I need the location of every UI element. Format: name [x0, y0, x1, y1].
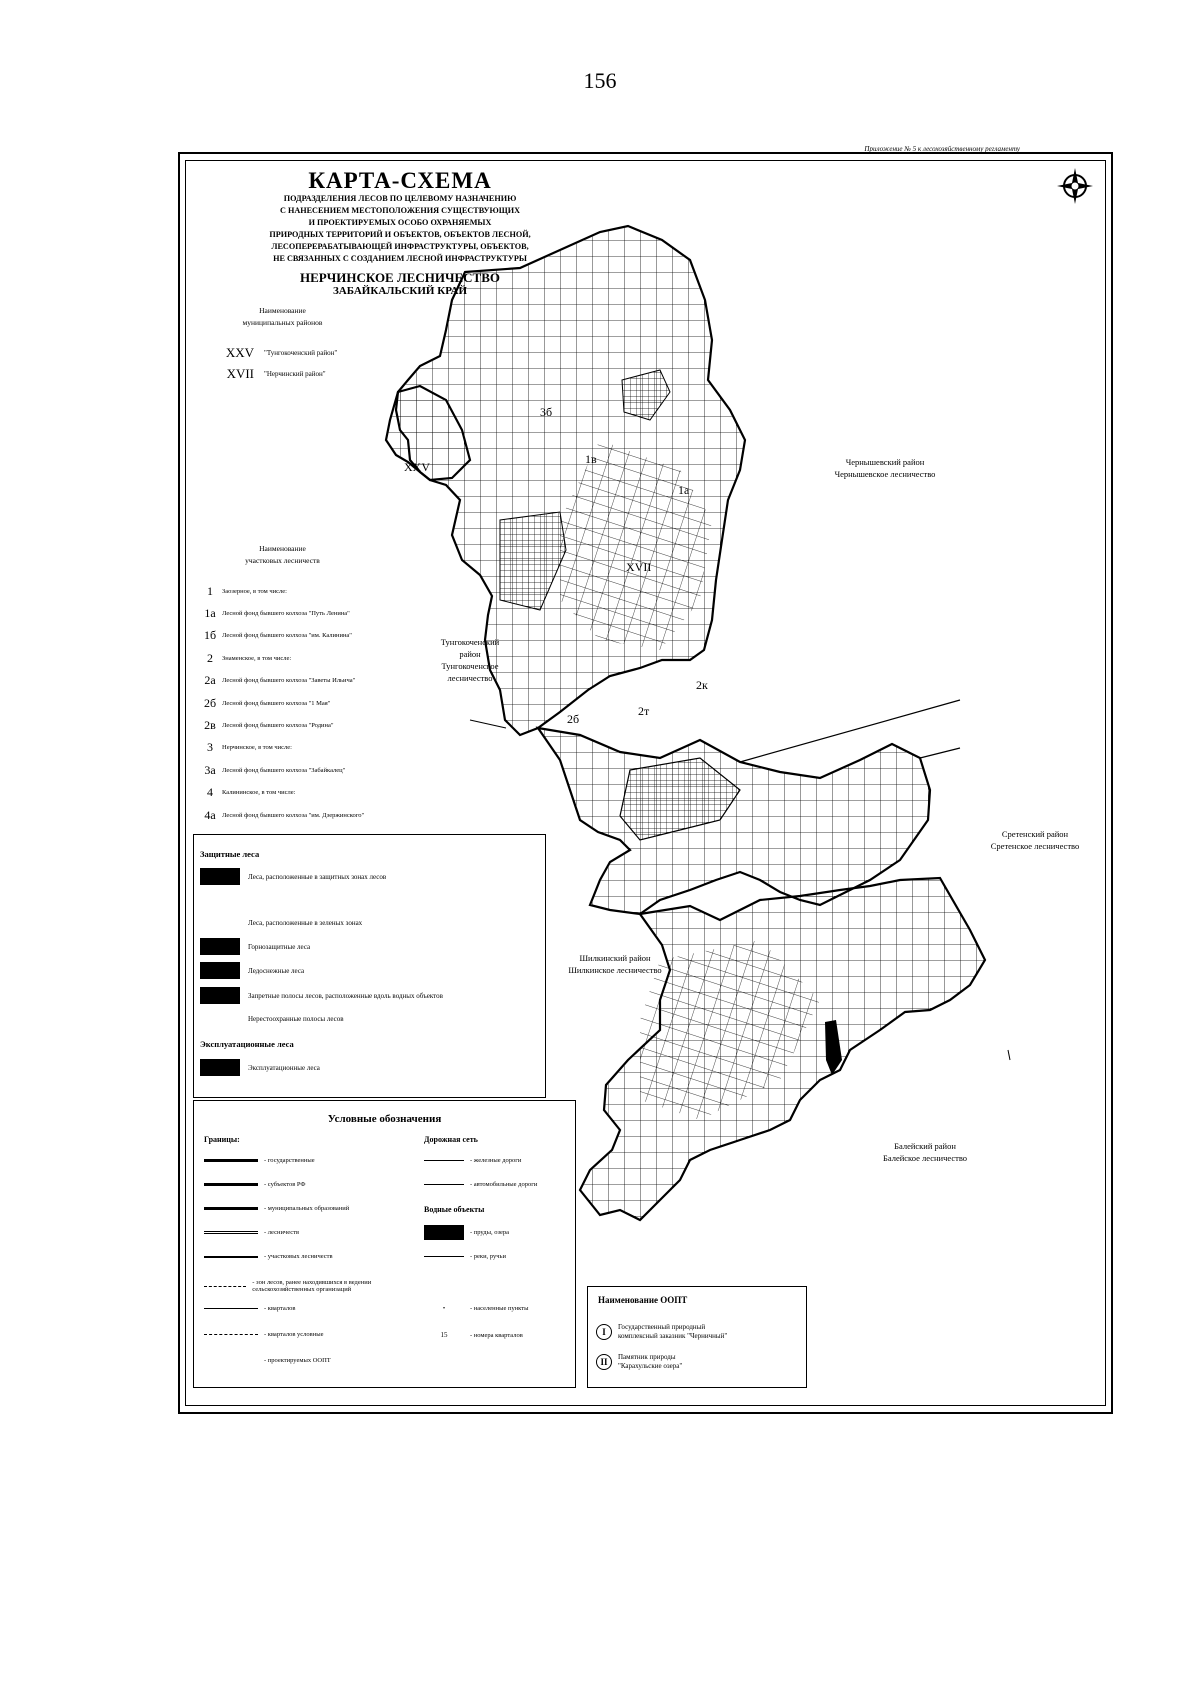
- legend-label: - автомобильные дороги: [470, 1181, 538, 1188]
- neighbor-line: Тунгокоченский: [440, 637, 500, 647]
- line-state-boundary: [204, 1159, 258, 1162]
- neighbor-line: Сретенское лесничество: [990, 841, 1080, 851]
- district-name: Знаменское, в том числе:: [222, 654, 292, 662]
- municipal-code: XVII: [226, 366, 254, 381]
- legend-boundaries-heading: Границы:: [204, 1135, 240, 1144]
- legend-label: - субъектов РФ: [264, 1181, 306, 1188]
- legend-row: [424, 1331, 523, 1339]
- legend-row: [204, 1357, 331, 1364]
- municipal-name: "Нерчинский район": [264, 370, 326, 378]
- districts-heading: [195, 543, 370, 567]
- oopt-circle-icon: I: [596, 1324, 612, 1340]
- line-agri-zone-boundary: [204, 1286, 246, 1287]
- districts-list: [198, 580, 418, 826]
- line-district-boundary: [204, 1256, 258, 1258]
- legend-label: - проектируемых ООПТ: [264, 1357, 331, 1364]
- neighbor-label-tungokochensky: [420, 636, 520, 684]
- oopt-circle-icon: II: [596, 1354, 612, 1370]
- neighbor-line: лесничество: [447, 673, 493, 683]
- page-number: 156: [583, 68, 617, 93]
- district-code: 4а: [204, 807, 216, 822]
- legend-row: [424, 1225, 509, 1240]
- line-conditional-quarter: [204, 1334, 258, 1335]
- district-item: [198, 737, 418, 759]
- neighbor-line: Балейский район: [894, 1141, 956, 1151]
- municipal-item: [220, 366, 326, 382]
- protected-forests-legend: [193, 834, 546, 1098]
- legend-row: [424, 1157, 521, 1164]
- map-label-3b: 3б: [540, 405, 553, 419]
- map-label-2k: 2к: [696, 678, 708, 692]
- line-forestry-boundary: [204, 1231, 258, 1234]
- district-name: Лесной фонд бывшего колхоза "им. Калинина": [222, 632, 352, 640]
- district-code: 4: [207, 785, 213, 800]
- protected-item-label: Ледоснежные леса: [248, 967, 305, 975]
- legend-label: - реки, ручьи: [470, 1253, 506, 1260]
- legend-label: - участковых лесничеств: [264, 1253, 333, 1260]
- map-label-1a: 1а: [678, 483, 690, 497]
- swatch-protection-zone: [200, 868, 240, 885]
- legend-label: - населенные пункты: [470, 1305, 529, 1312]
- district-name: Лесной фонд бывшего колхоза "Путь Ленина": [222, 610, 350, 618]
- district-code: 1б: [203, 628, 217, 643]
- neighbor-line: район: [459, 649, 481, 659]
- district-item: [198, 602, 418, 624]
- compass-rose-icon: [1055, 166, 1095, 206]
- protected-subheading: Леса, расположенные в зеленых зонах: [248, 919, 363, 927]
- subtitle-line: ЛЕСОПЕРЕРАБАТЫВАЮЩЕЙ ИНФРАСТРУКТУРЫ, ОБЪЕКТОВ,: [271, 242, 529, 251]
- subtitle-line: НЕ СВЯЗАННЫХ С СОЗДАНИЕМ ЛЕСНОЙ ИНФРАСТРУКТУРЫ: [273, 254, 527, 263]
- district-name: Заозерное, в том числе:: [222, 587, 287, 595]
- legend-row: [204, 1205, 349, 1212]
- line-road: [424, 1184, 464, 1185]
- swatch-mountain-protective: [200, 938, 240, 955]
- swatch-water-protective: [200, 987, 240, 1004]
- neighbor-label-chernyshevsky: [810, 456, 960, 480]
- district-name: Нерчинское, в том числе:: [222, 744, 292, 752]
- municipal-heading-line: Наименование: [259, 306, 306, 315]
- legend-row: [204, 1253, 333, 1260]
- swatch-snow-protective: [200, 962, 240, 979]
- legend-label: - пруды, озера: [470, 1229, 510, 1236]
- legend-label: - лесничеств: [264, 1229, 300, 1236]
- oopt-item: [596, 1323, 727, 1341]
- neighbor-label-baleysky: [855, 1140, 995, 1164]
- line-municipal-boundary: [204, 1207, 258, 1210]
- district-name: Лесной фонд бывшего колхоза "1 Мая": [222, 699, 331, 707]
- district-item: [198, 714, 418, 736]
- protected-item-label: Нерестоохранные полосы лесов: [248, 1015, 344, 1023]
- district-item: [198, 782, 418, 804]
- district-item: [198, 759, 418, 781]
- settlement-dot-icon: •: [442, 1305, 446, 1312]
- neighbor-line: Шилкинский район: [579, 953, 651, 963]
- map-label-2b: 2б: [567, 712, 580, 726]
- legend-row: [204, 1157, 315, 1164]
- swatch-lake: [424, 1225, 464, 1240]
- district-name: Лесной фонд бывшего колхоза "им. Дзержинского": [222, 811, 365, 819]
- districts-heading-line: Наименование: [259, 544, 306, 553]
- legend-row: [424, 1253, 506, 1260]
- swatch-exploitation: [200, 1059, 240, 1076]
- subtitle-line: И ПРОЕКТИРУЕМЫХ ОСОБО ОХРАНЯЕМЫХ: [308, 218, 492, 227]
- municipal-item: [220, 345, 337, 361]
- neighbor-line: Чернышевский район: [845, 457, 925, 467]
- map-label-xxv: XXV: [404, 460, 430, 474]
- map-title: КАРТА-СХЕМА: [308, 168, 492, 193]
- district-item: [198, 804, 418, 826]
- appendix-note: Приложение № 5 к лесохозяйственному регламенту: [864, 145, 1020, 153]
- line-quarter-boundary: [204, 1308, 258, 1309]
- legend-label: - кварталов: [264, 1305, 296, 1312]
- legend-row: [204, 1305, 295, 1312]
- legend-label: - кварталов условные: [264, 1331, 324, 1338]
- district-code: 2в: [204, 718, 216, 733]
- municipal-heading-line: муниципальных районов: [242, 318, 323, 327]
- neighbor-label-sretensky: [965, 828, 1105, 852]
- district-item: [198, 670, 418, 692]
- subtitle-line: ПРИРОДНЫХ ТЕРРИТОРИЙ И ОБЪЕКТОВ, ОБЪЕКТОВ ЛЕСНОЙ,: [269, 230, 531, 239]
- district-name: Калининское, в том числе:: [222, 789, 296, 797]
- protected-forests-title: Защитные леса: [200, 849, 260, 859]
- district-code: 2: [207, 650, 213, 665]
- district-item: [198, 625, 418, 647]
- district-name: Лесной фонд бывшего колхоза "Родина": [222, 722, 334, 730]
- protected-item-label: Запретные полосы лесов, расположенные вдоль водных объектов: [248, 992, 443, 1000]
- quarter-number-icon: 15: [440, 1331, 448, 1339]
- district-code: 1а: [204, 606, 216, 621]
- legend-row: [204, 1181, 306, 1188]
- district-code: 1: [207, 583, 213, 598]
- legend-row: [204, 1229, 299, 1236]
- district-code: 3: [207, 740, 213, 755]
- district-code: 3а: [204, 762, 216, 777]
- neighbor-line: Чернышевское лесничество: [834, 469, 936, 479]
- oopt-name-line: "Карахульские озера": [618, 1362, 683, 1370]
- region-name: ЗАБАЙКАЛЬСКИЙ КРАЙ: [332, 285, 468, 297]
- protected-item-label: Горнозащитные леса: [248, 943, 311, 951]
- district-item: [198, 692, 418, 714]
- districts-heading-line: участковых лесничеств: [245, 556, 320, 565]
- protected-item-label: Леса, расположенные в защитных зонах лесов: [248, 873, 387, 881]
- forestry-name: НЕРЧИНСКОЕ ЛЕСНИЧЕСТВО: [299, 270, 501, 285]
- symbols-legend: [193, 1100, 576, 1388]
- district-item: [198, 647, 418, 669]
- neighbor-line: Сретенский район: [1001, 829, 1069, 839]
- map-label-2t: 2т: [638, 704, 650, 718]
- legend-label: - номера кварталов: [470, 1331, 523, 1339]
- legend-water-heading: Водные объекты: [424, 1205, 485, 1214]
- map-label-xvii: XVII: [626, 560, 652, 574]
- neighbor-line: Тунгокоченское: [441, 661, 499, 671]
- subtitle-line: С НАНЕСЕНИЕМ МЕСТОПОЛОЖЕНИЯ СУЩЕСТВУЮЩИХ: [279, 206, 521, 215]
- legend-label: - железные дороги: [470, 1157, 522, 1164]
- neighbor-line: Шилкинское лесничество: [568, 965, 662, 975]
- oopt-legend: [587, 1286, 807, 1388]
- legend-row: [424, 1305, 528, 1312]
- municipal-heading: [195, 305, 370, 329]
- legend-label: - зон лесов, ранее находившихся в ведении сельскохозяйственных организаций: [252, 1279, 372, 1293]
- district-code: 2а: [204, 673, 216, 688]
- oopt-title: Наименование ООПТ: [598, 1295, 688, 1305]
- exploitation-item-label: Эксплуатационные леса: [248, 1064, 320, 1072]
- municipal-name: "Тунгокоченский район": [264, 349, 338, 357]
- oopt-name-line: Памятник природы: [618, 1353, 676, 1361]
- legend-label: - государственные: [264, 1157, 315, 1164]
- legend-row: [424, 1181, 537, 1188]
- map-subtitle: [190, 193, 610, 265]
- municipal-code: XXV: [225, 345, 254, 360]
- map-label-1v: 1в: [585, 452, 597, 466]
- subtitle-line: ПОДРАЗДЕЛЕНИЯ ЛЕСОВ ПО ЦЕЛЕВОМУ НАЗНАЧЕНИЮ: [283, 194, 517, 203]
- legend-roads-heading: Дорожная сеть: [424, 1135, 478, 1144]
- state-boundary-line: [740, 700, 960, 762]
- neighbor-label-shilkinsky: [545, 952, 685, 976]
- district-item: [198, 580, 418, 602]
- legend-row: [204, 1331, 323, 1338]
- line-subject-boundary: [204, 1183, 258, 1186]
- oopt-name-line: комплексный заказник "Черничный": [618, 1332, 728, 1340]
- oopt-name-line: Государственный природный: [618, 1323, 706, 1331]
- oopt-item: [596, 1353, 682, 1371]
- legend-title: Условные обозначения: [327, 1113, 442, 1125]
- legend-row: [204, 1279, 424, 1293]
- exploitation-forests-title: Эксплуатационные леса: [200, 1039, 294, 1049]
- district-name: Лесной фонд бывшего колхоза "Заветы Ильича": [222, 677, 356, 685]
- district-code: 2б: [203, 695, 217, 710]
- legend-label: - муниципальных образований: [264, 1205, 350, 1212]
- neighbor-line: Балейское лесничество: [882, 1153, 968, 1163]
- line-river: [424, 1256, 464, 1257]
- line-railway: [424, 1160, 464, 1161]
- district-name: Лесной фонд бывшего колхоза "Забайкалец": [222, 766, 346, 774]
